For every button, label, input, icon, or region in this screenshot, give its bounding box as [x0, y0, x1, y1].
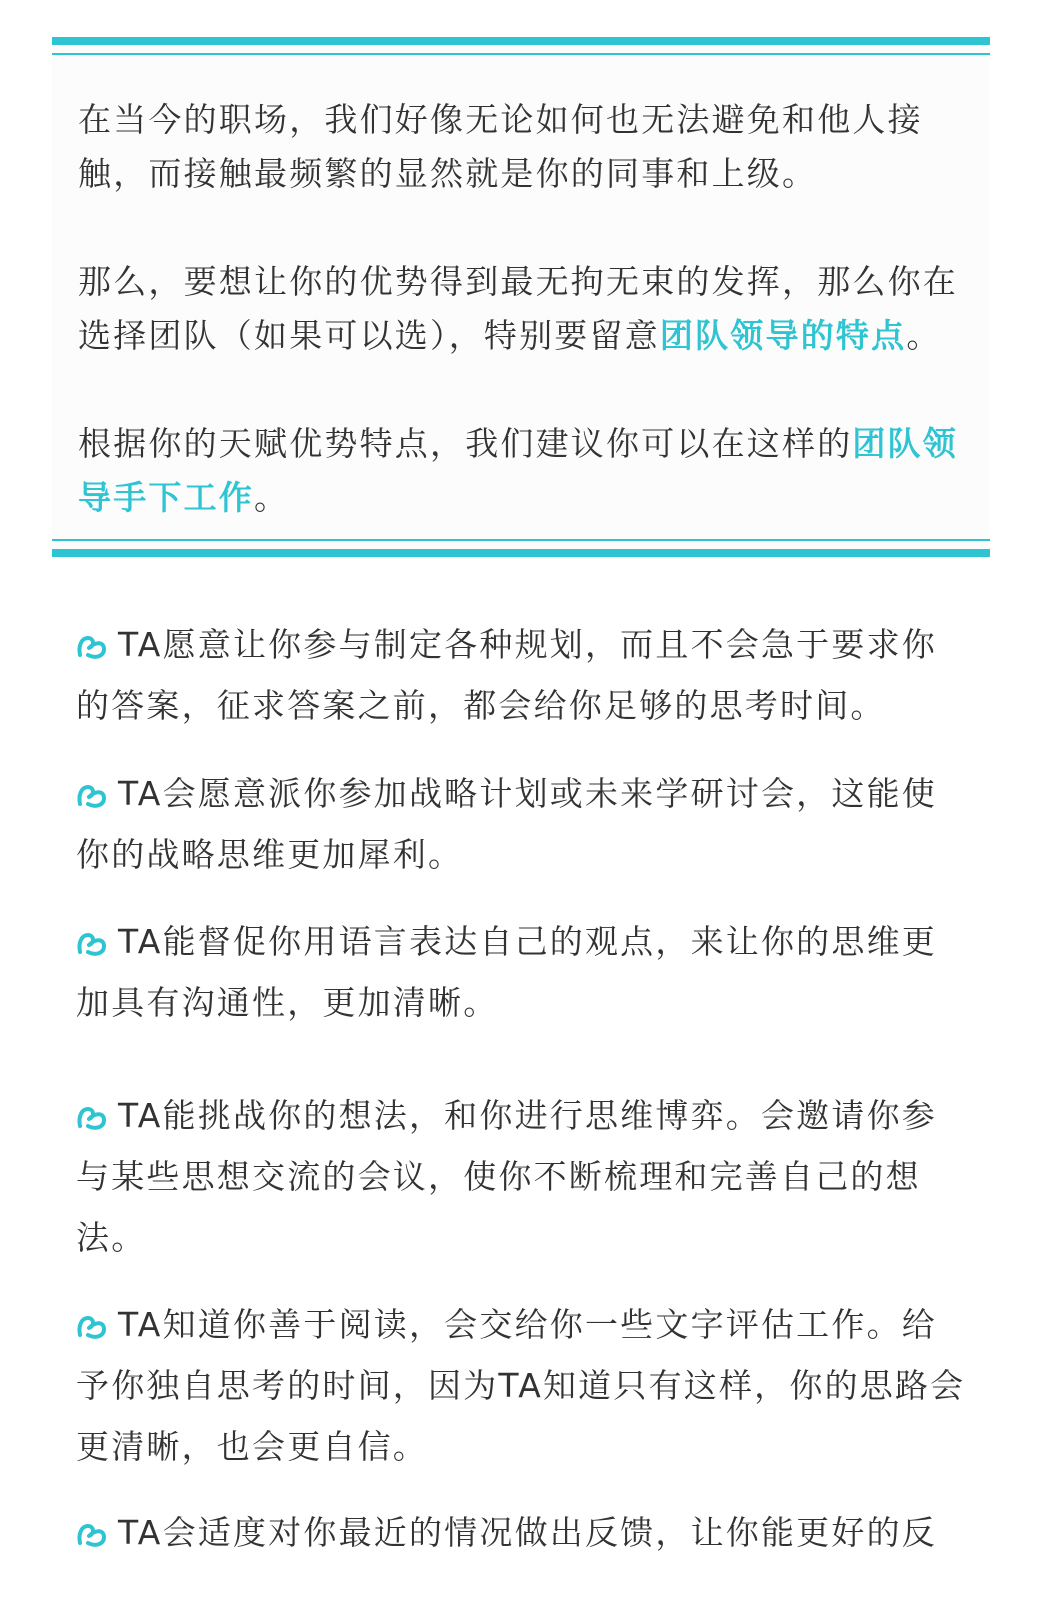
intro-paragraph-3 [78, 417, 968, 525]
list-item [76, 614, 971, 736]
top-divider-thick [52, 37, 990, 45]
list-item [76, 1502, 971, 1563]
highlight-team-leader-traits: 团队领导的特点 [659, 316, 907, 355]
intro-paragraph-1: 在当今的职场，我们好像无论如何也无法避免和他人接触，而接触最频繁的显然就是你的同事和上级。 [78, 100, 923, 193]
list-item-text: TA能督促你用语言表达自己的观点，来让你的思维更加具有沟通性，更加清晰。 [76, 922, 937, 1022]
intro-paragraph-2 [78, 255, 968, 363]
swirl-bullet-icon [76, 780, 108, 810]
swirl-bullet-icon [76, 1102, 108, 1132]
list-item [76, 1085, 971, 1268]
swirl-bullet-icon [76, 1311, 108, 1341]
intro-callout [52, 37, 990, 559]
bottom-divider-thin [52, 539, 990, 541]
highlight-work-under-leader: 团队领导手下工作 [78, 424, 959, 517]
swirl-bullet-icon [76, 631, 108, 661]
intro-paragraph-2-end: 。 [906, 316, 942, 355]
intro-paragraph-2-text: 那么，要想让你的优势得到最无拘无束的发挥，那么你在选择团队（如果可以选），特别要留意 [78, 262, 958, 355]
list-item-text: TA会愿意派你参加战略计划或未来学研讨会，这能使你的战略思维更加犀利。 [76, 774, 937, 874]
swirl-bullet-icon [76, 1519, 108, 1549]
intro-paragraph-3-end: 。 [254, 478, 290, 517]
list-item [76, 911, 971, 1033]
swirl-bullet-icon [76, 928, 108, 958]
list-item-text: TA会适度对你最近的情况做出反馈，让你能更好的反 [118, 1513, 937, 1552]
list-item-text: TA能挑战你的想法，和你进行思维博弈。会邀请你参与某些思想交流的会议，使你不断梳理和完善自己的想法。 [76, 1096, 937, 1257]
list-item-text: TA知道你善于阅读，会交给你一些文字评估工作。给予你独自思考的时间，因为TA知道只有这样，你的思路会更清晰，也会更自信。 [76, 1305, 966, 1466]
intro-paragraph-3-text: 根据你的天赋优势特点，我们建议你可以在这样的 [78, 424, 853, 463]
list-item [76, 763, 971, 885]
bottom-divider-thick [52, 549, 990, 557]
top-divider-thin [52, 53, 990, 55]
list-item [76, 1294, 971, 1477]
list-item-text: TA愿意让你参与制定各种规划，而且不会急于要求你的答案，征求答案之前，都会给你足够的思考时间。 [76, 625, 937, 725]
